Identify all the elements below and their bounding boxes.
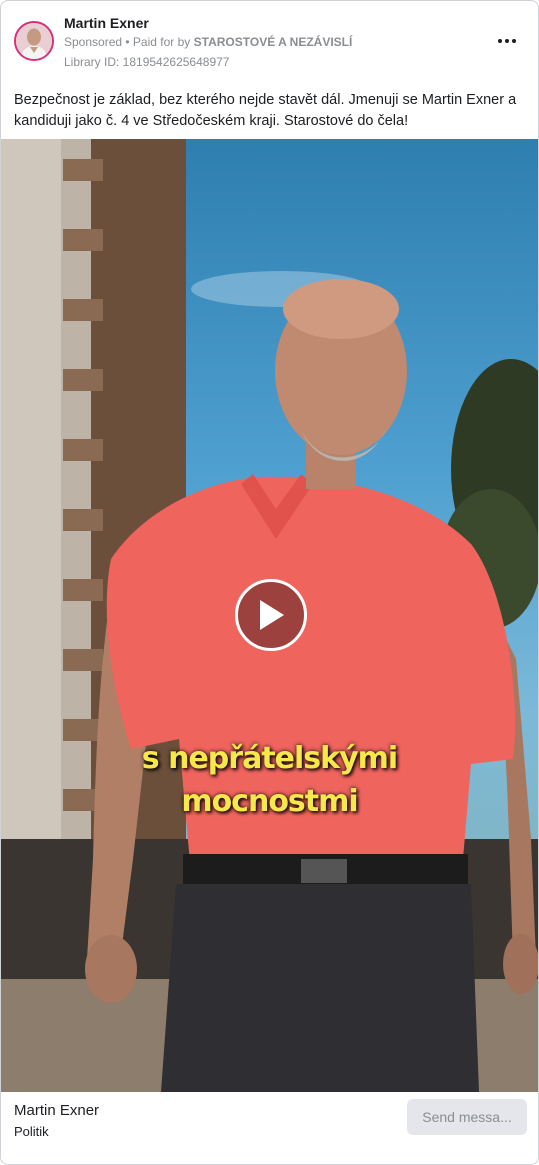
paid-for-prefix: • Paid for by bbox=[125, 35, 191, 49]
more-horizontal-icon bbox=[498, 39, 502, 43]
more-horizontal-icon bbox=[512, 39, 516, 43]
footer-page-name[interactable]: Martin Exner bbox=[14, 1102, 100, 1119]
video-caption-line-1: s nepřátelskými bbox=[141, 741, 398, 776]
video-caption-line-2: mocnostmi bbox=[181, 784, 358, 819]
video-player[interactable] bbox=[1, 139, 538, 1092]
footer-page-category: Politik bbox=[14, 1124, 49, 1139]
sponsored-line bbox=[64, 35, 352, 49]
sponsored-label: Sponsored bbox=[64, 35, 123, 49]
paid-for-name: STAROSTOVÉ A NEZÁVISLÍ bbox=[193, 35, 353, 49]
send-message-button[interactable]: Send messa... bbox=[407, 1099, 527, 1135]
ad-body-text: Bezpečnost je základ, bez kterého nejde stavět dál. Jmenuji se Martin Exner a kandiduji jako č. 4 ve Středočeském kraji. Starostové do čela! bbox=[14, 92, 517, 129]
library-id: Library ID: 1819542625648977 bbox=[64, 55, 230, 69]
play-button[interactable] bbox=[235, 579, 307, 651]
author-name[interactable]: Martin Exner bbox=[64, 15, 149, 31]
avatar-portrait-icon bbox=[16, 23, 52, 59]
more-horizontal-icon bbox=[505, 39, 509, 43]
more-options-button[interactable] bbox=[493, 31, 521, 51]
play-icon bbox=[256, 598, 286, 632]
avatar[interactable] bbox=[14, 21, 54, 61]
